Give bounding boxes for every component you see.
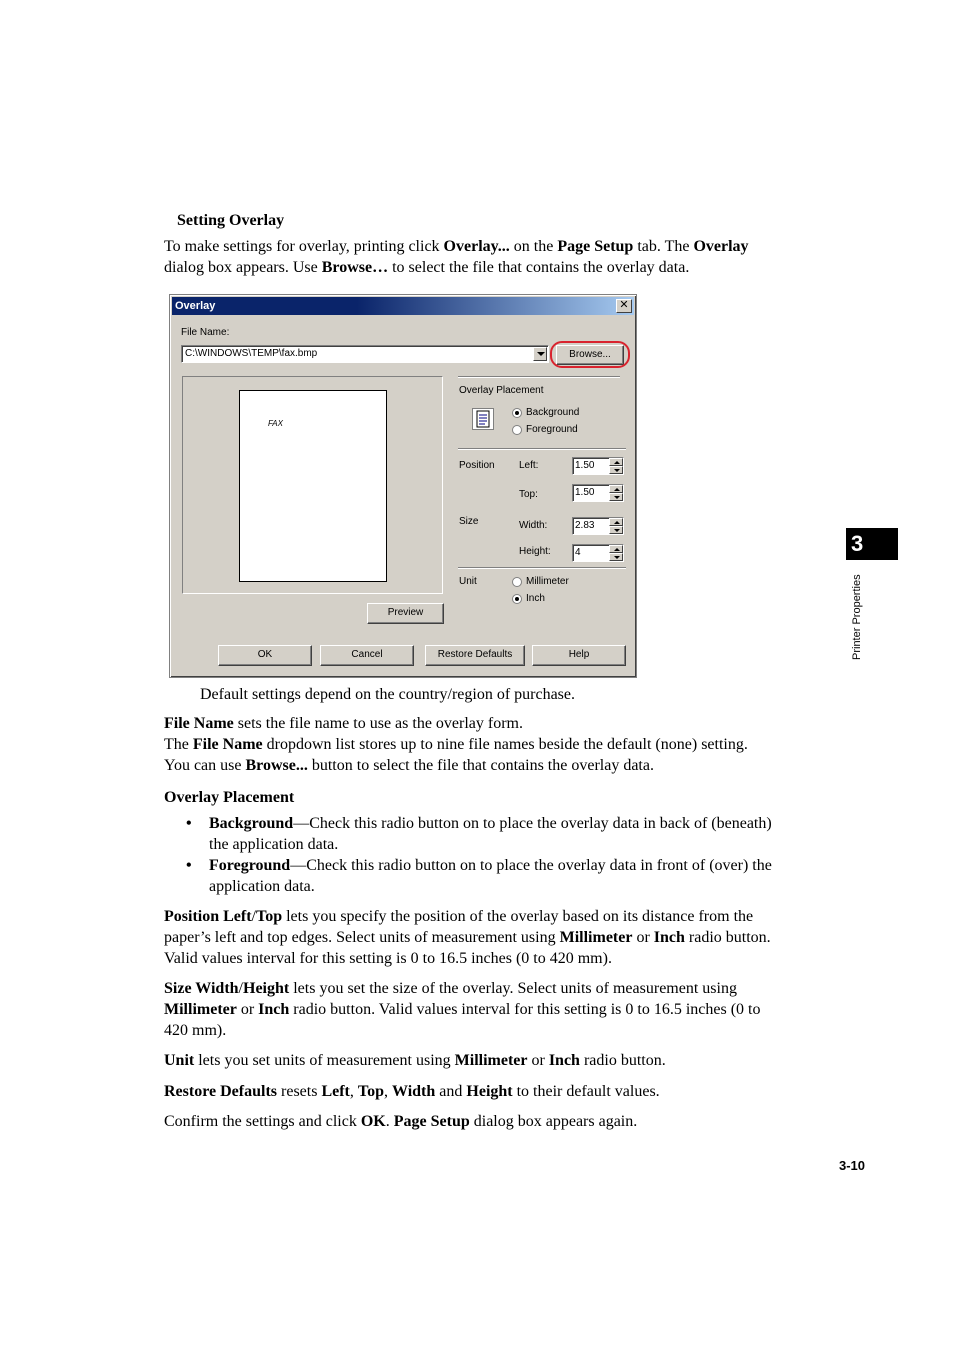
dialog-title-bar [172,297,634,315]
left-spinner[interactable] [572,457,624,475]
spin-up-icon[interactable] [609,545,623,553]
chevron-down-icon[interactable] [533,347,547,361]
body-text: radio button. [684,929,771,946]
term: Unit [164,1052,195,1069]
term: Millimeter [454,1052,528,1069]
close-icon[interactable]: ✕ [616,299,632,313]
spin-up-icon[interactable] [609,458,623,466]
body-text: / [238,980,243,997]
file-name-value: C:\WINDOWS\TEMP\fax.bmp [185,348,318,359]
overlay-dialog [169,294,637,678]
preview-paper [239,390,387,582]
term: Position Left [164,908,252,925]
overlay-placement-heading: Overlay Placement [164,789,295,806]
height-spinner[interactable] [572,544,624,562]
body-text: —Check this radio button on to place the overlay data in back of (beneath) [293,815,772,832]
body-text: 420 mm). [164,1022,227,1039]
body-text: to their default values. [512,1083,660,1100]
body-text: dropdown list stores up to nine file names beside the default (none) setting. [262,736,748,753]
intro-paragraph [164,236,844,278]
body-text: resets [277,1083,322,1100]
body-text: —Check this radio button on to place the overlay data in front of (over) the [290,857,772,874]
intro-text: on the [509,238,558,255]
width-label: Width: [519,520,548,531]
term: Foreground [209,857,291,874]
highlight-circle [550,341,630,368]
placement-bullet-list [164,813,844,897]
term: Height [466,1083,513,1100]
restore-paragraph [164,1081,844,1102]
intro-text: to select the file that contains the overlay data. [388,259,690,276]
term: Height [243,980,290,997]
term: Inch [653,929,685,946]
preview-frame [182,376,443,594]
cancel-button[interactable]: Cancel [320,645,414,666]
document-icon [473,409,493,429]
spin-down-icon[interactable] [609,553,623,561]
file-name-label: File Name: [181,327,230,338]
intro-text: tab. The [633,238,694,255]
spin-up-icon[interactable] [609,485,623,493]
background-radio[interactable] [512,408,522,418]
intro-bold: Overlay... [443,238,510,255]
intro-bold: Page Setup [557,238,634,255]
body-text: dialog box appears again. [469,1113,638,1130]
size-paragraph [164,978,844,1041]
term: Page Setup [393,1113,470,1130]
body-text: sets the file name to use as the overlay form. [233,715,523,732]
term: OK [360,1113,386,1130]
overlay-placement-label: Overlay Placement [459,385,544,396]
chapter-label: Printer Properties [851,574,863,660]
term: Left [321,1083,350,1100]
body-text: paper’s left and top edges. Select units of measurement using [164,929,560,946]
body-text: radio button. Valid values interval for this setting is 0 to 16.5 inches (0 to [289,1001,761,1018]
left-value: 1.50 [575,460,595,471]
body-text: or [527,1052,549,1069]
term: Inch [258,1001,290,1018]
body-text: or [236,1001,259,1018]
body-text: or [632,929,654,946]
dialog-title: Overlay [175,300,216,312]
file-name-paragraph [164,713,844,776]
browse-button[interactable]: Browse... [556,345,624,365]
background-label: Background [526,407,580,418]
term: Millimeter [559,929,633,946]
inch-label: Inch [526,593,545,604]
body-text: The [164,736,193,753]
inch-radio[interactable] [512,594,522,604]
preview-button[interactable]: Preview [367,603,444,624]
spin-up-icon[interactable] [609,518,623,526]
left-label: Left: [519,460,539,471]
term: Millimeter [164,1001,237,1018]
body-text: Confirm the settings and click [164,1113,361,1130]
divider [458,376,620,378]
confirm-paragraph [164,1111,844,1132]
intro-bold: Overlay [693,238,749,255]
default-settings-note: Default settings depend on the country/region of purchase. [200,686,575,703]
unit-label: Unit [459,576,477,587]
intro-text: dialog box appears. Use [164,259,322,276]
height-label: Height: [519,546,551,557]
term: Top [357,1083,384,1100]
term: Restore Defaults [164,1083,278,1100]
term: File Name [192,736,263,753]
term: Background [209,815,294,832]
body-text: button to select the file that contains the overlay data. [307,757,654,774]
height-value: 4 [575,547,581,558]
foreground-radio[interactable] [512,425,522,435]
list-item [164,813,844,855]
intro-text: To make settings for overlay, printing click [164,238,444,255]
file-name-dropdown[interactable] [181,345,549,363]
top-spinner[interactable] [572,484,624,502]
top-label: Top: [519,489,538,500]
overlay-placement-icon [472,408,494,430]
unit-paragraph [164,1050,844,1071]
foreground-label: Foreground [526,424,578,435]
body-text: application data. [209,878,315,895]
width-spinner[interactable] [572,517,624,535]
body-text: and [435,1083,467,1100]
divider [458,567,626,569]
millimeter-label: Millimeter [526,576,569,587]
help-button[interactable]: Help [532,645,626,666]
body-text: . [385,1113,394,1130]
term: Browse... [245,757,308,774]
spin-down-icon[interactable] [609,466,623,474]
intro-bold: Browse… [321,259,389,276]
restore-defaults-button[interactable]: Restore Defaults [425,645,525,666]
body-text: Valid values interval for this setting is 0 to 16.5 inches (0 to 420 mm). [164,950,612,967]
body-text: the application data. [209,836,339,853]
position-paragraph [164,906,844,969]
body-text: , [384,1083,392,1100]
term: Size Width [164,980,239,997]
list-item [164,855,844,897]
spin-down-icon[interactable] [609,526,623,534]
term: File Name [164,715,234,732]
ok-button[interactable]: OK [218,645,312,666]
section-heading: Setting Overlay [177,212,285,229]
divider [458,448,626,450]
body-text: radio button. [579,1052,666,1069]
term: Inch [548,1052,580,1069]
width-value: 2.83 [575,520,595,531]
size-label: Size [459,516,479,527]
body-text: You can use [164,757,246,774]
body-text: lets you set the size of the overlay. Select units of measurement using [289,980,737,997]
top-value: 1.50 [575,487,595,498]
page-number: 3-10 [839,1158,866,1173]
body-text: , [349,1083,358,1100]
term: Top [256,908,283,925]
preview-paper-text: FAX [268,419,283,428]
chapter-tab: 3 [846,528,898,560]
body-text: / [251,908,256,925]
spin-down-icon[interactable] [609,493,623,501]
body-text: lets you specify the position of the overlay based on its distance from the [282,908,754,925]
term: Width [392,1083,436,1100]
body-text: lets you set units of measurement using [194,1052,455,1069]
position-label: Position [459,460,495,471]
millimeter-radio[interactable] [512,577,522,587]
